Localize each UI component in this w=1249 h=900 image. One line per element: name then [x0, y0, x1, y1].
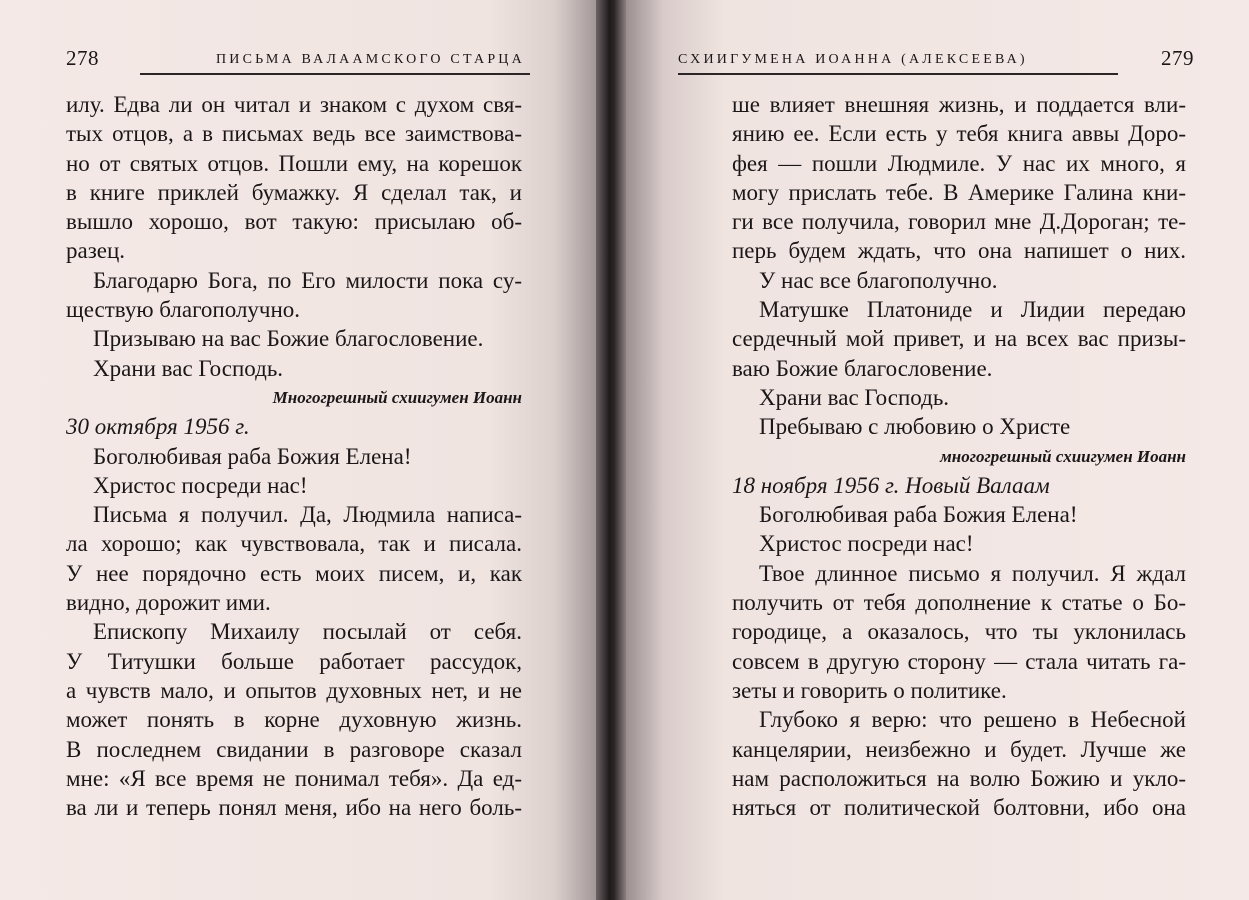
text-line: Храни вас Господь.	[759, 384, 950, 410]
text-line: ги все получила, говорил мне Д.Дороган; те-	[732, 209, 1186, 235]
text-line: видно, дорожит ими.	[66, 590, 271, 616]
text-line: янию ее. Если есть у тебя книга аввы Доро-	[732, 121, 1186, 147]
running-title: СХИИГУМЕНА ИОАННА (АЛЕКСЕЕВА)	[678, 52, 1028, 67]
text-line: Матушке Платониде и Лидии передаю	[759, 297, 1186, 323]
text-line: ла хорошо; как чувствовала, так и писала.	[66, 531, 522, 557]
text-line: а чувств мало, и опытов духовных нет, и не	[66, 677, 522, 703]
text-line: В последнем свидании в разговоре сказал	[66, 736, 522, 762]
book-gutter	[596, 0, 626, 900]
signature: многогрешный схиигумен Иоанн	[940, 446, 1186, 466]
text-line: мне: «Я все время не понимал тебя». Да ед-	[66, 765, 522, 791]
text-line: ше влияет внешняя жизнь, и поддается вли-	[732, 92, 1186, 117]
text-line: Пребываю с любовию о Христе	[759, 414, 1071, 440]
text-line: У Титушки больше работает рассудок,	[66, 648, 522, 674]
page-number: 278	[66, 46, 99, 70]
text-line: Письма я получил. Да, Людмила написа-	[93, 502, 522, 528]
text-line: фея — пошли Людмиле. У нас их много, я	[732, 150, 1186, 176]
page-body	[66, 90, 522, 822]
text-line: разец.	[66, 238, 126, 264]
text-line: Епископу Михаилу посылай от себя.	[93, 619, 522, 645]
text-line: Храни вас Господь.	[93, 355, 284, 381]
page-number: 279	[1161, 46, 1194, 70]
running-title: ПИСЬМА ВАЛААМСКОГО СТАРЦА	[216, 52, 525, 67]
text-line: Призываю на вас Божие благословение.	[93, 326, 484, 352]
text-line: Христос посреди нас!	[759, 531, 974, 557]
page-body	[732, 90, 1186, 822]
text-line: Благодарю Бога, по Его милости пока су-	[93, 267, 522, 293]
text-line: но от святых отцов. Пошли ему, на корешок	[66, 150, 522, 176]
text-line: в книге приклей бумажку. Я сделал так, и	[66, 179, 522, 205]
text-line: зеты и говорить о политике.	[732, 677, 1007, 703]
letter-date: 18 ноября 1956 г. Новый Валаам	[732, 472, 1050, 498]
header-rule	[140, 73, 530, 75]
text-line: сердечный мой привет, и на всех вас призы-	[732, 326, 1186, 352]
header-rule	[678, 73, 1118, 75]
text-line: городице, а оказалось, что ты уклонилась	[732, 619, 1186, 645]
text-line: У нее порядочно есть моих писем, и, как	[66, 560, 522, 586]
text-line: ваю Божие благословение.	[732, 355, 993, 381]
letter-date: 30 октября 1956 г.	[66, 414, 250, 440]
text-line: ва ли и теперь понял меня, ибо на него боль-	[66, 795, 522, 821]
text-line: ществую благополучно.	[66, 297, 301, 323]
right-page	[626, 0, 1249, 900]
text-line: Твое длинное письмо я получил. Я ждал	[759, 560, 1186, 586]
text-line: Боголюбивая раба Божия Елена!	[93, 443, 412, 469]
text-line: У нас все благополучно.	[759, 267, 998, 293]
text-line: получить от тебя дополнение к статье о Бо-	[732, 590, 1186, 616]
text-line: няться от политической болтовни, ибо она	[732, 795, 1186, 821]
text-line: могу прислать тебе. В Америке Галина кни-	[732, 179, 1186, 205]
text-line: совсем в другую сторону — стала читать га-	[732, 648, 1186, 674]
left-page	[0, 0, 596, 900]
signature: Многогрешный схиигумен Иоанн	[272, 387, 522, 407]
text-line: может понять в корне духовную жизнь.	[66, 707, 522, 733]
text-line: перь будем ждать, что она напишет о них.	[732, 238, 1186, 264]
text-line: тых отцов, а в письмах ведь все заимствова-	[66, 121, 522, 147]
text-line: канцелярии, неизбежно и будет. Лучше же	[732, 736, 1186, 762]
text-line: Боголюбивая раба Божия Елена!	[759, 502, 1078, 528]
text-line: илу. Едва ли он читал и знаком с духом свя-	[66, 92, 522, 117]
text-line: вышло хорошо, вот такую: присылаю об-	[66, 209, 522, 235]
text-line: нам расположиться на волю Божию и укло-	[732, 765, 1186, 791]
text-line: Христос посреди нас!	[93, 472, 308, 498]
text-line: Глубоко я верю: что решено в Небесной	[759, 707, 1186, 733]
